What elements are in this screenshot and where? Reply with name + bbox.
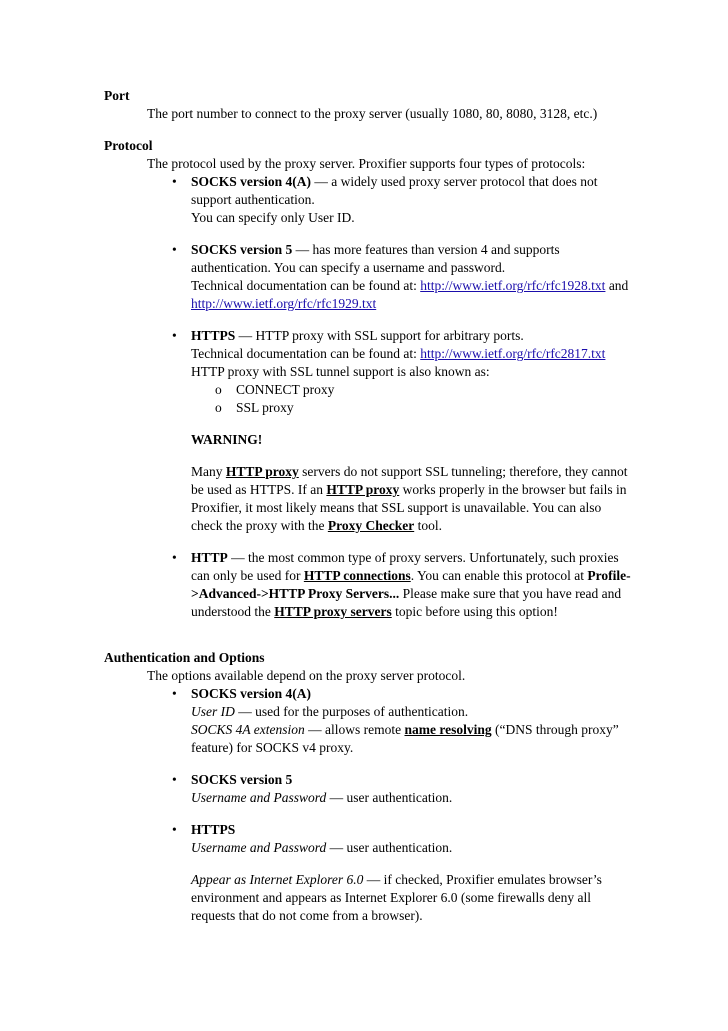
- protocol-description: The protocol used by the proxy server. Proxifier supports four types of protocols:: [147, 156, 586, 171]
- https-line-2: Technical documentation can be found at: http://www.ietf.org/rfc/rfc2817.txt: [191, 346, 606, 361]
- https-alias-ssl: SSL proxy: [236, 400, 294, 415]
- http-name: HTTP: [191, 550, 228, 565]
- https-alias-connect: CONNECT proxy: [236, 382, 335, 397]
- sub-bullet-icon: o: [215, 382, 222, 397]
- warning-line-2: be used as HTTPS. If an HTTP proxy works properly in the browser but fails in: [191, 482, 627, 497]
- auth-socks5-line-1: Username and Password — user authentication.: [191, 790, 453, 805]
- auth-https-ie-line-2: environment and appears as Internet Explorer 6.0 (some firewalls deny all: [191, 890, 591, 905]
- rfc1928-link[interactable]: http://www.ietf.org/rfc/rfc1928.txt: [420, 278, 606, 293]
- rfc2817-link[interactable]: http://www.ietf.org/rfc/rfc2817.txt: [420, 346, 606, 361]
- https-name: HTTPS: [191, 328, 236, 343]
- port-description: The port number to connect to the proxy server (usually 1080, 80, 8080, 3128, etc.): [147, 106, 598, 121]
- bullet-icon: •: [172, 550, 177, 565]
- auth-socks4-name: SOCKS version 4(A): [191, 686, 312, 701]
- socks4-line-1: SOCKS version 4(A) — a widely used proxy server protocol that does not: [191, 174, 598, 189]
- bullet-icon: •: [172, 772, 177, 787]
- auth-term: Authentication and Options: [104, 650, 265, 665]
- socks4-line-3: You can specify only User ID.: [191, 210, 355, 225]
- auth-description: The options available depend on the proxy server protocol.: [147, 668, 466, 683]
- http-line-4: understood the HTTP proxy servers topic before using this option!: [191, 604, 558, 619]
- socks5-line-3: Technical documentation can be found at: http://www.ietf.org/rfc/rfc1928.txt and: [191, 278, 629, 293]
- bullet-icon: •: [172, 328, 177, 343]
- socks4-line-2: support authentication.: [191, 192, 315, 207]
- bullet-icon: •: [172, 822, 177, 837]
- rfc1929-link[interactable]: http://www.ietf.org/rfc/rfc1929.txt: [191, 296, 377, 311]
- warning-heading: WARNING!: [191, 432, 263, 447]
- socks5-line-2: authentication. You can specify a username and password.: [191, 260, 506, 275]
- socks5-line-1: SOCKS version 5 — has more features than version 4 and supports: [191, 242, 560, 257]
- sub-bullet-icon: o: [215, 400, 222, 415]
- https-line-3: HTTP proxy with SSL tunnel support is also known as:: [191, 364, 490, 379]
- http-line-2: can only be used for HTTP connections. You can enable this protocol at Profile-: [191, 568, 631, 583]
- bullet-icon: •: [172, 686, 177, 701]
- auth-socks4-line-3: feature) for SOCKS v4 proxy.: [191, 740, 354, 755]
- http-line-3: >Advanced->HTTP Proxy Servers... Please make sure that you have read and: [191, 586, 622, 601]
- warning-line-4: check the proxy with the Proxy Checker tool.: [191, 518, 442, 533]
- https-line-1: HTTPS — HTTP proxy with SSL support for arbitrary ports.: [191, 328, 524, 343]
- auth-socks4-line-2: SOCKS 4A extension — allows remote name resolving (“DNS through proxy”: [191, 722, 619, 737]
- http-proxy-link[interactable]: HTTP proxy: [326, 482, 400, 497]
- auth-https-line-1: Username and Password — user authentication.: [191, 840, 453, 855]
- auth-https-ie-line-1: Appear as Internet Explorer 6.0 — if checked, Proxifier emulates browser’s: [191, 872, 602, 887]
- http-proxy-link[interactable]: HTTP proxy: [225, 464, 299, 479]
- port-term: Port: [104, 88, 130, 103]
- http-line-1: HTTP — the most common type of proxy servers. Unfortunately, such proxies: [191, 550, 619, 565]
- http-proxy-servers-link[interactable]: HTTP proxy servers: [274, 604, 392, 619]
- protocol-term: Protocol: [104, 138, 153, 153]
- socks4-name: SOCKS version 4(A): [191, 174, 312, 189]
- warning-line-1: Many HTTP proxy servers do not support SSL tunneling; therefore, they cannot: [191, 464, 628, 479]
- bullet-icon: •: [172, 242, 177, 257]
- name-resolving-link[interactable]: name resolving: [404, 722, 492, 737]
- socks5-name: SOCKS version 5: [191, 242, 293, 257]
- bullet-icon: •: [172, 174, 177, 189]
- warning-line-3: Proxifier, it most likely means that SSL support is unavailable. You can also: [191, 500, 602, 515]
- auth-https-name: HTTPS: [191, 822, 236, 837]
- proxy-checker-link[interactable]: Proxy Checker: [327, 518, 415, 533]
- auth-socks5-name: SOCKS version 5: [191, 772, 293, 787]
- http-connections-link[interactable]: HTTP connections: [303, 568, 411, 583]
- auth-socks4-line-1: User ID — used for the purposes of authentication.: [191, 704, 469, 719]
- socks5-line-4: [191, 295, 376, 313]
- auth-https-ie-line-3: requests that do not come from a browser).: [191, 908, 423, 923]
